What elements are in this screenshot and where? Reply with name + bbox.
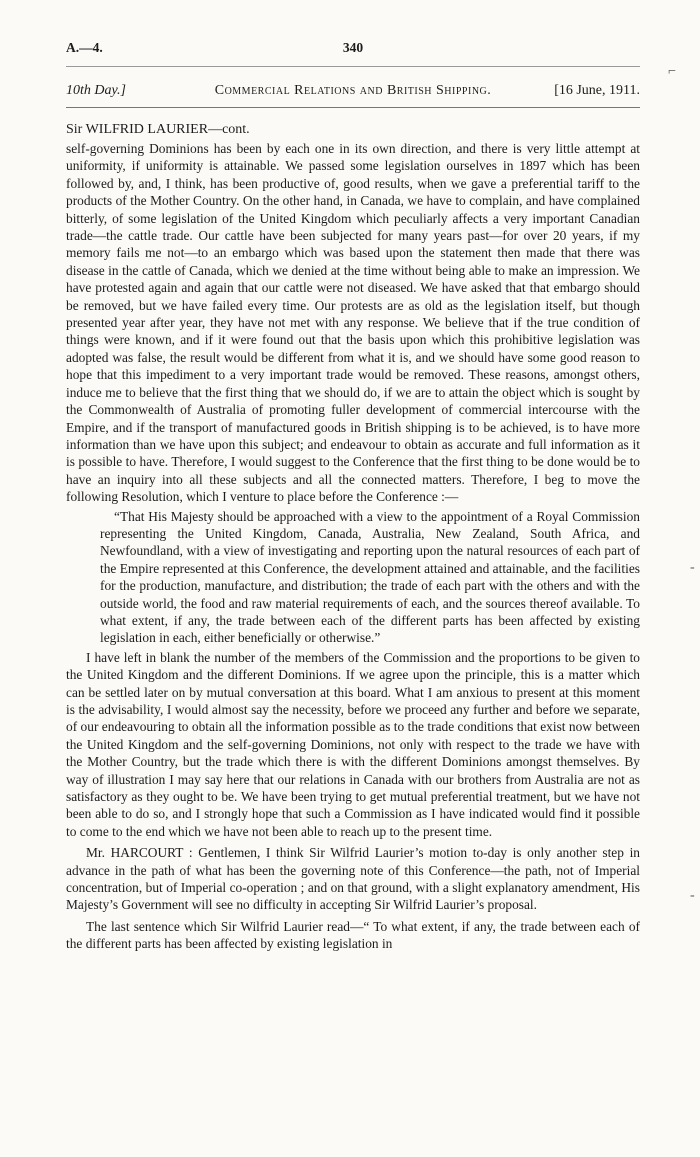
header-divider bbox=[66, 107, 640, 108]
top-divider bbox=[66, 66, 640, 67]
body-paragraph: The last sentence which Sir Wilfrid Laurier read—“ To what extent, if any, the trade between each of the different parts has been affected by existing legislation in bbox=[66, 918, 640, 952]
margin-mark-right: ‐ bbox=[690, 560, 695, 575]
paper-reference: A.—4. bbox=[66, 40, 103, 55]
body-paragraph: Mr. HARCOURT : Gentlemen, I think Sir Wilfrid Laurier’s motion to-day is only another step in advance in the path of what has been the governing note of this Conference—the path, not of Imperial concentration, but of Imperial co-operation ; and on that ground, with a slight explanatory amendment, His Majesty’s Government will see no difficulty in accepting Sir Wilfrid Laurier’s proposal. bbox=[66, 845, 640, 913]
margin-mark-top: ⌐ bbox=[668, 64, 676, 79]
document-page bbox=[66, 38, 640, 953]
page-top-line bbox=[66, 38, 640, 60]
running-header bbox=[66, 83, 640, 105]
running-title: Commercial Relations and British Shipping. bbox=[214, 83, 492, 98]
date-label: [16 June, 1911. bbox=[554, 83, 640, 98]
body-paragraph: I have left in blank the number of the members of the Commission and the proportions to be given to the United Kingdom and the different Dominions. If we agree upon the principle, this is a matter which can be settled later on by mutual conversation at this board. What I am anxious to present at this moment is the advisability, I would almost say the necessity, before we proceed any further and before we separate, of our endeavouring to obtain all the information possible as to the trade conditions that exist now between the United Kingdom and the self-governing Dominions, not only with respect to the trade we have with the Mother Country, but the trade which there is with the different Dominions amongst themselves. By way of illustration I may say here that our relations in Canada with our brothers from Australia are not as satisfactory as they ought to be. We have been trying to get mutual preferential treatment, but we have not been able to do so, and I strongly hope that such a Commission as I have indicated would find it possible to come to the end which we have not been able to reach up to the present time. bbox=[66, 649, 640, 839]
page-number: 340 bbox=[342, 40, 364, 55]
resolution-quote bbox=[100, 508, 640, 647]
resolution-text: “That His Majesty should be approached with a view to the appointment of a Royal Commission representing the United Kingdom, Canada, Australia, New Zealand, South Africa, and Newfoundland, with a view of investigating and reporting upon the natural resources of each part of the Empire represented at this Conference, the development attained and attainable, and the facilities for the production, manufacture, and distribution; the trade of each part with the others and with the outside world, the food and raw material requirements of each, and the sources thereof available. To what extent, if any, the trade between each of the different parts has been affected by existing legislation in each, either beneficially or otherwise.” bbox=[100, 508, 640, 646]
margin-mark-lower: ‐ bbox=[690, 888, 695, 903]
speaker-label: Sir WILFRID LAURIER—cont. bbox=[66, 122, 250, 137]
day-label: 10th Day.] bbox=[66, 83, 126, 98]
body-paragraph: self-governing Dominions has been by each one in its own direction, and there is very little attempt at uniformity, if uniformity is attainable. We passed some legislation ourselves in 1897 which has been followed by, and, I think, has been productive of, good results, when we gave a preferential tariff to the products of the Mother Country. On the other hand, in Canada, we have to complain, and have complained bitterly, of some legislation of the United Kingdom which peculiarly affects a very important Canadian trade—the cattle trade. Our cattle have been subjected for many years past—for over 20 years, if my memory fails me not—to an embargo which was based upon the statement then made that there was disease in the cattle of Canada, which we denied at the time without being able to make an impression. We have protested again and again that our cattle were not diseased. We have asked that that embargo should be removed, but we have failed every time. Our protests are as old as the legislation itself, but though presented year after year, they have not met with any response. We believe that if the true condition of things were known, and if it were found out that the basis upon which this prohibitive legislation was adopted was false, the result would be different from what it is, and we should have some good reason to hope that this impediment to a very important trade would be removed. These reasons, amongst others, induce me to believe that the first thing that we should do, if we are to attain the object which is sought by the Commonwealth of Australia of promoting fuller development of commercial intercourse with the Empire, and if the transport of manufactured goods in British shipping is to be achieved, is to have more information than we have upon this subject; and endeavour to obtain as accurate and full information as it is possible to have. Therefore, I would suggest to the Conference that the first thing to be done would be to have an inquiry into all these subjects and all the connected matters. Therefore, I beg to move the following Resolution, which I venture to place before the Conference :— bbox=[66, 141, 640, 505]
